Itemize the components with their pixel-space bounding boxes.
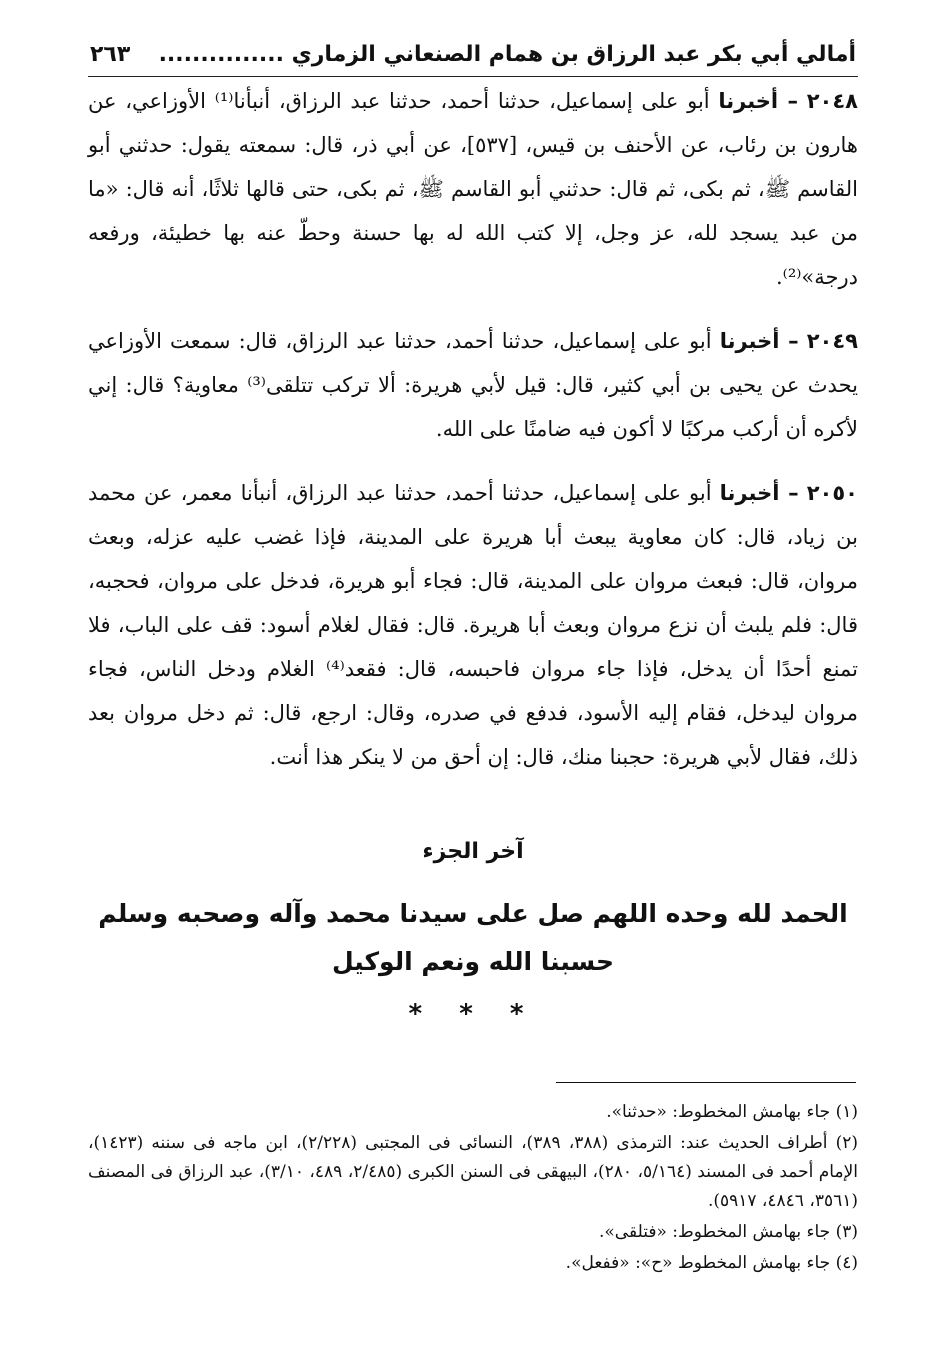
footnote-text: أطراف الحديث عند: الترمذى (٣٨٨، ٣٨٩)، النسائى فى المجتبى (٢/٢٢٨)، ابن ماجه فى سننه (١٤٢٣)، الإمام أحمد فى المسند (٥/١٦٤، ٢٨٠)، البيهقى فى السنن الكبرى (٢/٤٨٥، ٤٨٩، ٣/١٠)، عبد الرزاق فى المصنف (٣٥٦١، ٤٨٤٦، ٥٩١٧). bbox=[88, 1133, 858, 1211]
closing-prayer: الحمد لله وحده اللهم صل على سيدنا محمد وآله وصحبه وسلم bbox=[98, 899, 848, 928]
hadith-number: ٢٠٥٠ bbox=[806, 481, 858, 505]
footnote-label: (١) bbox=[835, 1102, 858, 1122]
footnote-text: جاء بهامش المخطوط: «فتلقى». bbox=[599, 1222, 831, 1242]
footnote-1 bbox=[88, 1098, 858, 1127]
header-title: أمالي أبي بكر عبد الرزاق بن همام الصنعاني الزماري ............... bbox=[158, 42, 856, 67]
running-header bbox=[88, 34, 858, 77]
hadith-text: أبو على إسماعيل، حدثنا أحمد، حدثنا عبد الرزاق، أنبأنا معمر، عن محمد بن زياد، قال: كان معاوية يبعث أبا هريرة على المدينة، فإذا غضب عليه عزله، وبعث مروان، قال: فبعث مروان على المدينة، قال: فجاء أبو هريرة، فدخل على مروان، فحجبه، قال: فلم يلبث أن نزع مروان وبعث أبا هريرة. قال: فقال لغلام أسود: قف على الباب، فلا تمنع أحدًا أن يدخل، فإذا جاء مروان فاحبسه، قال: فقعد⁽⁴⁾ الغلام ودخل الناس، فجاء مروان ليدخل، فقام إليه الأسود، فدفع في صدره، وقال: ارجع، قال: ثم دخل مروان بعد ذلك، فقال لأبي هريرة: حجبنا منك، قال: إن أحق من لا ينكر هذا أنت. bbox=[88, 481, 858, 769]
hadith-text: أبو على إسماعيل، حدثنا أحمد، حدثنا عبد الرزاق، قال: سمعت الأوزاعي يحدث عن يحيى بن أبي كثير، قال: قيل لأبي هريرة: ألا تركب تتلقى⁽³⁾ معاوية؟ قال: إني لأكره أن أركب مركبًا لا أكون فيه ضامنًا على الله. bbox=[88, 329, 858, 441]
hadith-number: ٢٠٤٨ bbox=[806, 89, 858, 113]
footnote-label: (٢) bbox=[835, 1133, 859, 1153]
footnotes bbox=[88, 1096, 858, 1280]
footnote-label: (٤) bbox=[835, 1253, 858, 1273]
footnote-2 bbox=[88, 1129, 858, 1216]
hadith-2049 bbox=[88, 319, 858, 451]
hadith-lead: – أخبرنا bbox=[719, 329, 799, 353]
hadith-2048 bbox=[88, 79, 858, 299]
closing-section bbox=[88, 839, 858, 1039]
end-of-part-heading: آخر الجزء bbox=[422, 839, 524, 864]
asterism: * * * bbox=[408, 999, 538, 1029]
page-number: ٢٦٣ bbox=[90, 42, 131, 67]
footnote-text: جاء بهامش المخطوط «ح»: «ففعل». bbox=[565, 1253, 831, 1273]
footnote-separator bbox=[556, 1082, 856, 1083]
hadith-text: أبو على إسماعيل، حدثنا أحمد، حدثنا عبد الرزاق، أنبأنا⁽¹⁾ الأوزاعي، عن هارون بن رئاب، عن الأحنف بن قيس، [٥٣٧]، عن أبي ذر، قال: سمعته يقول: حدثني أبو القاسم ﷺ، ثم بكى، ثم قال: حدثني أبو القاسم ﷺ، ثم بكى، حتى قالها ثلاثًا، أنه قال: «ما من عبد يسجد لله، عز وجل، إلا كتب الله له بها حسنة وحطّ عنه بها خطيئة، ورفعه درجة»⁽²⁾. bbox=[88, 89, 858, 289]
closing-hasbuna: حسبنا الله ونعم الوكيل bbox=[331, 947, 615, 976]
footnote-3 bbox=[88, 1218, 858, 1247]
hadith-lead: – أخبرنا bbox=[719, 481, 799, 505]
hadith-number: ٢٠٤٩ bbox=[806, 329, 858, 353]
page bbox=[88, 34, 858, 1039]
hadith-2050 bbox=[88, 471, 858, 779]
footnote-text: جاء بهامش المخطوط: «حدثنا». bbox=[606, 1102, 831, 1122]
footnote-label: (٣) bbox=[835, 1222, 858, 1242]
footnote-4 bbox=[88, 1249, 858, 1278]
hadith-lead: – أخبرنا bbox=[718, 89, 798, 113]
